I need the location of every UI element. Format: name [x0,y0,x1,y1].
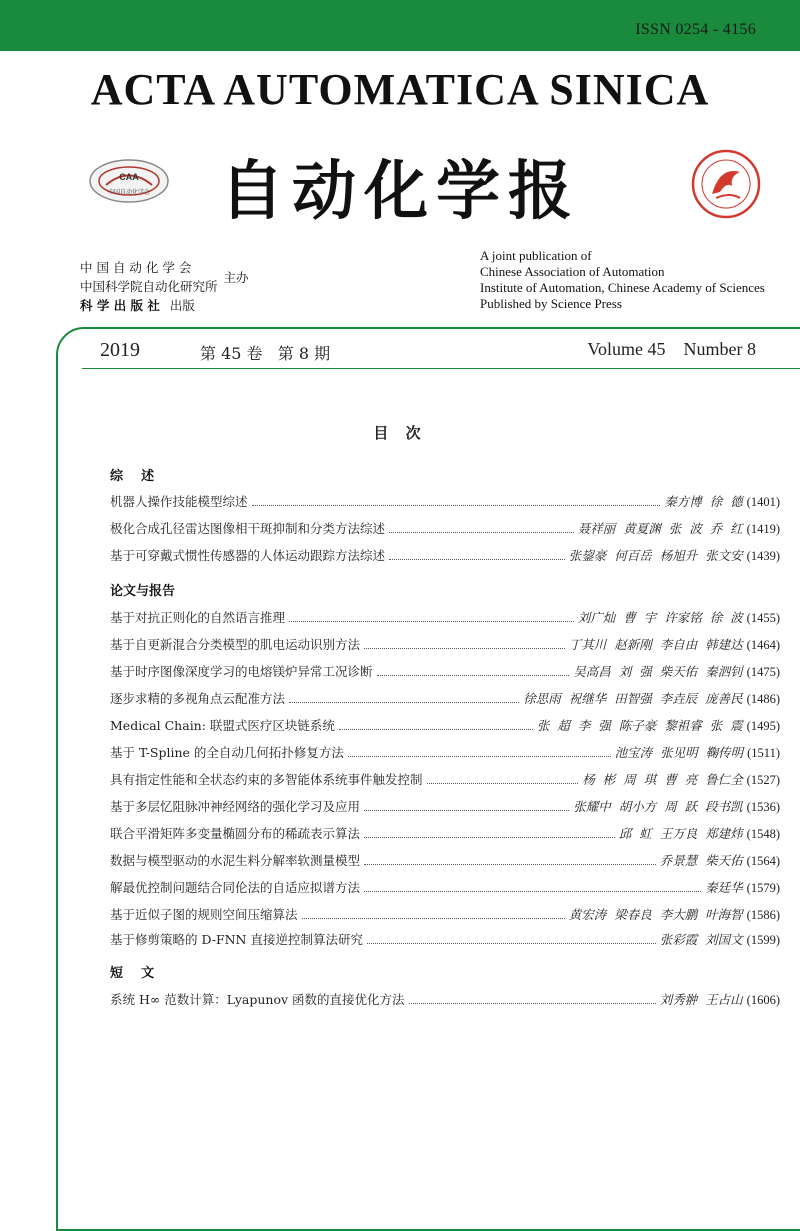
toc-entry[interactable] [110,658,780,680]
entry-page: (1464) [746,638,780,652]
entry-page: (1495) [746,719,780,733]
toc-entry[interactable] [110,793,780,815]
dot-leader [302,918,565,919]
entry-authors: 乔景慧 柴天佑 [659,853,743,868]
entry-page: (1401) [746,495,780,509]
entry-title: 机器人操作技能模型综述 [110,494,248,509]
entry-title: 极化合成孔径雷达图像相干斑抑制和分类方法综述 [110,521,386,536]
toc-entry[interactable] [110,766,780,788]
toc-entry[interactable] [110,488,780,510]
entry-title: 解最优控制问题结合同伦法的自适应拟谱方法 [110,880,361,895]
entry-page: (1439) [746,549,780,563]
entry-page: (1455) [746,611,780,625]
entry-title: 基于修剪策略的 D-FNN 直接逆控制算法研究 [110,932,363,947]
entry-page: (1475) [746,665,780,679]
dot-leader [252,505,661,506]
entry-authors: 刘秀翀 王占山 [659,992,743,1007]
entry-page: (1486) [746,692,780,706]
entry-title: 基于自更新混合分类模型的肌电运动识别方法 [110,637,361,652]
entry-authors: 徐思雨 祝继华 田智强 李垚辰 庞善民 [523,691,743,706]
toc-entry[interactable] [110,712,780,734]
entry-title: Medical Chain: 联盟式医疗区块链系统 [110,718,335,733]
entry-page: (1419) [746,522,780,536]
header-rule [82,368,800,369]
issue-year: 2019 [100,339,140,361]
issue-volume-chinese: 第 45 卷 第 8 期 [200,344,331,363]
toc-entry[interactable] [110,986,780,1008]
journal-title-english: ACTA AUTOMATICA SINICA [90,65,710,114]
entry-authors: 聂祥丽 黄夏渊 张 波 乔 红 [577,521,743,536]
dot-leader [364,837,615,838]
entry-title: 基于 T-Spline 的全自动几何拓扑修复方法 [110,745,344,760]
entry-page: (1564) [746,854,780,868]
entry-title: 基于时序图像深度学习的电熔镁炉异常工况诊断 [110,664,373,679]
entry-title: 逐步求精的多视角点云配准方法 [110,691,286,706]
entry-page: (1511) [747,746,780,760]
toc-entry[interactable] [110,926,780,948]
dot-leader [409,1003,656,1004]
entry-title: 基于多层忆阻脉冲神经网络的强化学习及应用 [110,799,361,814]
caa-logo-subtext: 中国自动化学会 [107,189,151,196]
entry-authors: 张彩霞 刘国文 [659,932,743,947]
entry-authors: 秦方博 徐 德 [664,494,743,509]
journal-title-chinese: 自动化学报 [220,155,580,229]
entry-authors: 刘广灿 曹 宇 许家铭 徐 波 [577,610,743,625]
entry-authors: 张耀中 胡小方 周 跃 段书凯 [573,799,743,814]
publisher-science-press: 科 学 出 版 社 [80,298,160,313]
publisher-role: 出版 [169,298,195,313]
dot-leader [389,559,565,560]
toc-entry[interactable] [110,901,780,923]
dot-leader [289,621,574,622]
dot-leader [427,783,579,784]
caa-logo-text: CAA [119,172,139,182]
entry-title: 联合平滑矩阵多变量椭圆分布的稀疏表示算法 [110,826,361,841]
entry-authors: 池宝涛 张见明 鞠传明 [614,745,744,760]
publisher-line: Institute of Automation, Chinese Academy of Sciences [480,280,765,295]
publisher-line: A joint publication of [480,248,592,263]
entry-title: 基于对抗正则化的自然语言推理 [110,610,286,625]
dot-leader [364,864,656,865]
entry-title: 基于可穿戴式惯性传感器的人体运动跟踪方法综述 [110,548,386,563]
publishers-english [480,248,765,312]
toc-entry[interactable] [110,604,780,626]
dot-leader [339,729,533,730]
sponsor-caa: 中 国 自 动 化 学 会 [80,260,192,275]
entry-title: 具有指定性能和全状态约束的多智能体系统事件触发控制 [110,772,423,787]
entry-title: 基于近似子图的规则空间压缩算法 [110,907,298,922]
entry-authors: 张鋆豪 何百岳 杨旭升 张文安 [568,548,743,563]
entry-page: (1606) [746,993,780,1007]
toc-entry[interactable] [110,847,780,869]
entry-authors: 张 超 李 强 陈子豪 黎祖睿 张 震 [536,718,743,733]
publishers-chinese [80,258,249,315]
sponsor-ia-cas: 中国科学院自动化研究所 [80,279,218,294]
toc-entry[interactable] [110,515,780,537]
publisher-line: Published by Science Press [480,296,622,311]
dot-leader [367,943,656,944]
entry-authors: 杨 彬 周 琪 曹 亮 鲁仁全 [582,772,743,787]
entry-page: (1579) [746,881,780,895]
entry-authors: 邱 虹 王万良 郑建炜 [618,826,743,841]
toc-entry[interactable] [110,685,780,707]
entry-page: (1527) [746,773,780,787]
section-heading-review: 综 述 [110,469,155,484]
dot-leader [389,532,574,533]
entry-title: 数据与模型驱动的水泥生料分解率软测量模型 [110,853,361,868]
entry-title: 系统 H∞ 范数计算：Lyapunov 函数的直接优化方法 [110,992,405,1007]
entry-authors: 丁其川 赵新刚 李自由 韩建达 [568,637,743,652]
issn-number: ISSN 0254 - 4156 [635,21,756,38]
entry-page: (1536) [746,800,780,814]
dot-leader [364,891,701,892]
entry-page: (1548) [746,827,780,841]
dot-leader [348,756,611,757]
section-heading-short: 短 文 [110,966,155,981]
publisher-line: Chinese Association of Automation [480,264,665,279]
entry-authors: 吴高昌 刘 强 柴天佑 秦泗钊 [573,664,743,679]
sponsor-role: 主办 [223,269,249,285]
toc-entry[interactable] [110,739,780,761]
entry-authors: 秦廷华 [705,880,743,895]
toc-entry[interactable] [110,874,780,896]
red-seal-icon [690,148,762,220]
dot-leader [377,675,570,676]
toc-entry[interactable] [110,631,780,653]
dot-leader [364,810,569,811]
toc-entry[interactable] [110,542,780,564]
issue-volume-english: Volume 45 Number 8 [587,339,756,359]
toc-title: 目 次 [373,424,427,442]
dot-leader [364,648,565,649]
entry-page: (1586) [746,908,780,922]
section-heading-papers: 论文与报告 [110,584,176,599]
toc-entry[interactable] [110,820,780,842]
entry-page: (1599) [746,933,780,947]
entry-authors: 黄宏涛 梁春良 李大鹏 叶海智 [568,907,743,922]
dot-leader [289,702,519,703]
